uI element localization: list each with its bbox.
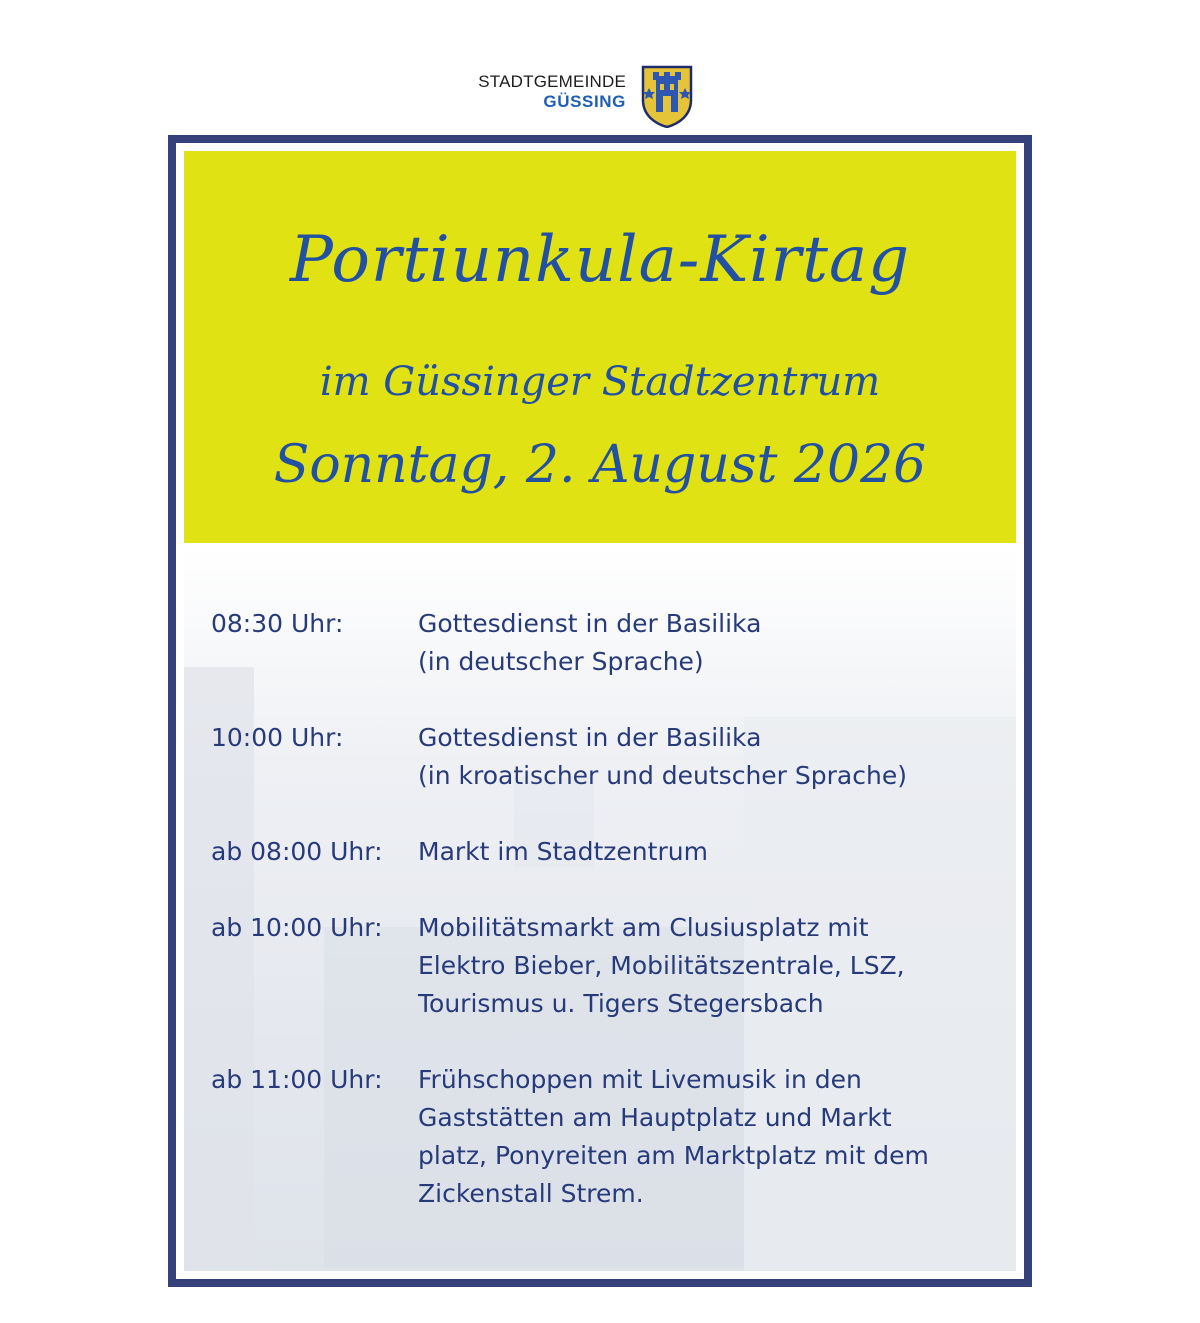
schedule-line: Markt im Stadtzentrum xyxy=(418,837,708,866)
schedule-line: (in kroatischer und deutscher Sprache) xyxy=(418,761,907,790)
town-logo xyxy=(462,64,722,132)
schedule-description xyxy=(418,1061,1011,1213)
schedule-time: ab 11:00 Uhr: xyxy=(211,1065,383,1094)
schedule-description xyxy=(418,909,1011,1023)
schedule-line: Zickenstall Strem. xyxy=(418,1179,644,1208)
schedule-line: Elektro Bieber, Mobilitätszentrale, LSZ, xyxy=(418,951,905,980)
schedule-description xyxy=(418,833,1011,871)
schedule-time: 08:30 Uhr: xyxy=(211,609,344,638)
schedule-line: Mobilitätsmarkt am Clusiusplatz mit xyxy=(418,913,869,942)
logo-org-line2: GÜSSING xyxy=(543,91,626,111)
schedule-time: 10:00 Uhr: xyxy=(211,723,344,752)
title-banner xyxy=(184,151,1016,543)
town-coat-of-arms-icon xyxy=(640,64,694,128)
schedule-line: Gottesdienst in der Basilika xyxy=(418,723,762,752)
schedule-panel xyxy=(184,547,1016,1271)
schedule-line: (in deutscher Sprache) xyxy=(418,647,704,676)
schedule-time: ab 08:00 Uhr: xyxy=(211,837,383,866)
event-subtitle: im Güssinger Stadtzentrum xyxy=(319,359,881,405)
schedule-line: Frühschoppen mit Livemusik in den xyxy=(418,1065,862,1094)
poster-frame xyxy=(168,135,1032,1287)
schedule-item xyxy=(211,1061,1011,1213)
event-title: Portiunkula-Kirtag xyxy=(289,223,911,297)
logo-text xyxy=(478,72,626,111)
schedule-description xyxy=(418,719,1011,795)
schedule-item xyxy=(211,833,1011,871)
schedule-line: Gaststätten am Hauptplatz und Markt xyxy=(418,1103,892,1132)
schedule-list xyxy=(211,605,1011,1251)
schedule-line: platz, Ponyreiten am Marktplatz mit dem xyxy=(418,1141,929,1170)
schedule-item xyxy=(211,909,1011,1023)
schedule-line: Tourismus u. Tigers Stegersbach xyxy=(418,989,824,1018)
schedule-item xyxy=(211,605,1011,681)
event-date: Sonntag, 2. August 2026 xyxy=(273,435,927,495)
schedule-description xyxy=(418,605,1011,681)
schedule-line: Gottesdienst in der Basilika xyxy=(418,609,762,638)
logo-org-line1: STADTGEMEINDE xyxy=(478,72,626,91)
schedule-time: ab 10:00 Uhr: xyxy=(211,913,383,942)
schedule-item xyxy=(211,719,1011,795)
